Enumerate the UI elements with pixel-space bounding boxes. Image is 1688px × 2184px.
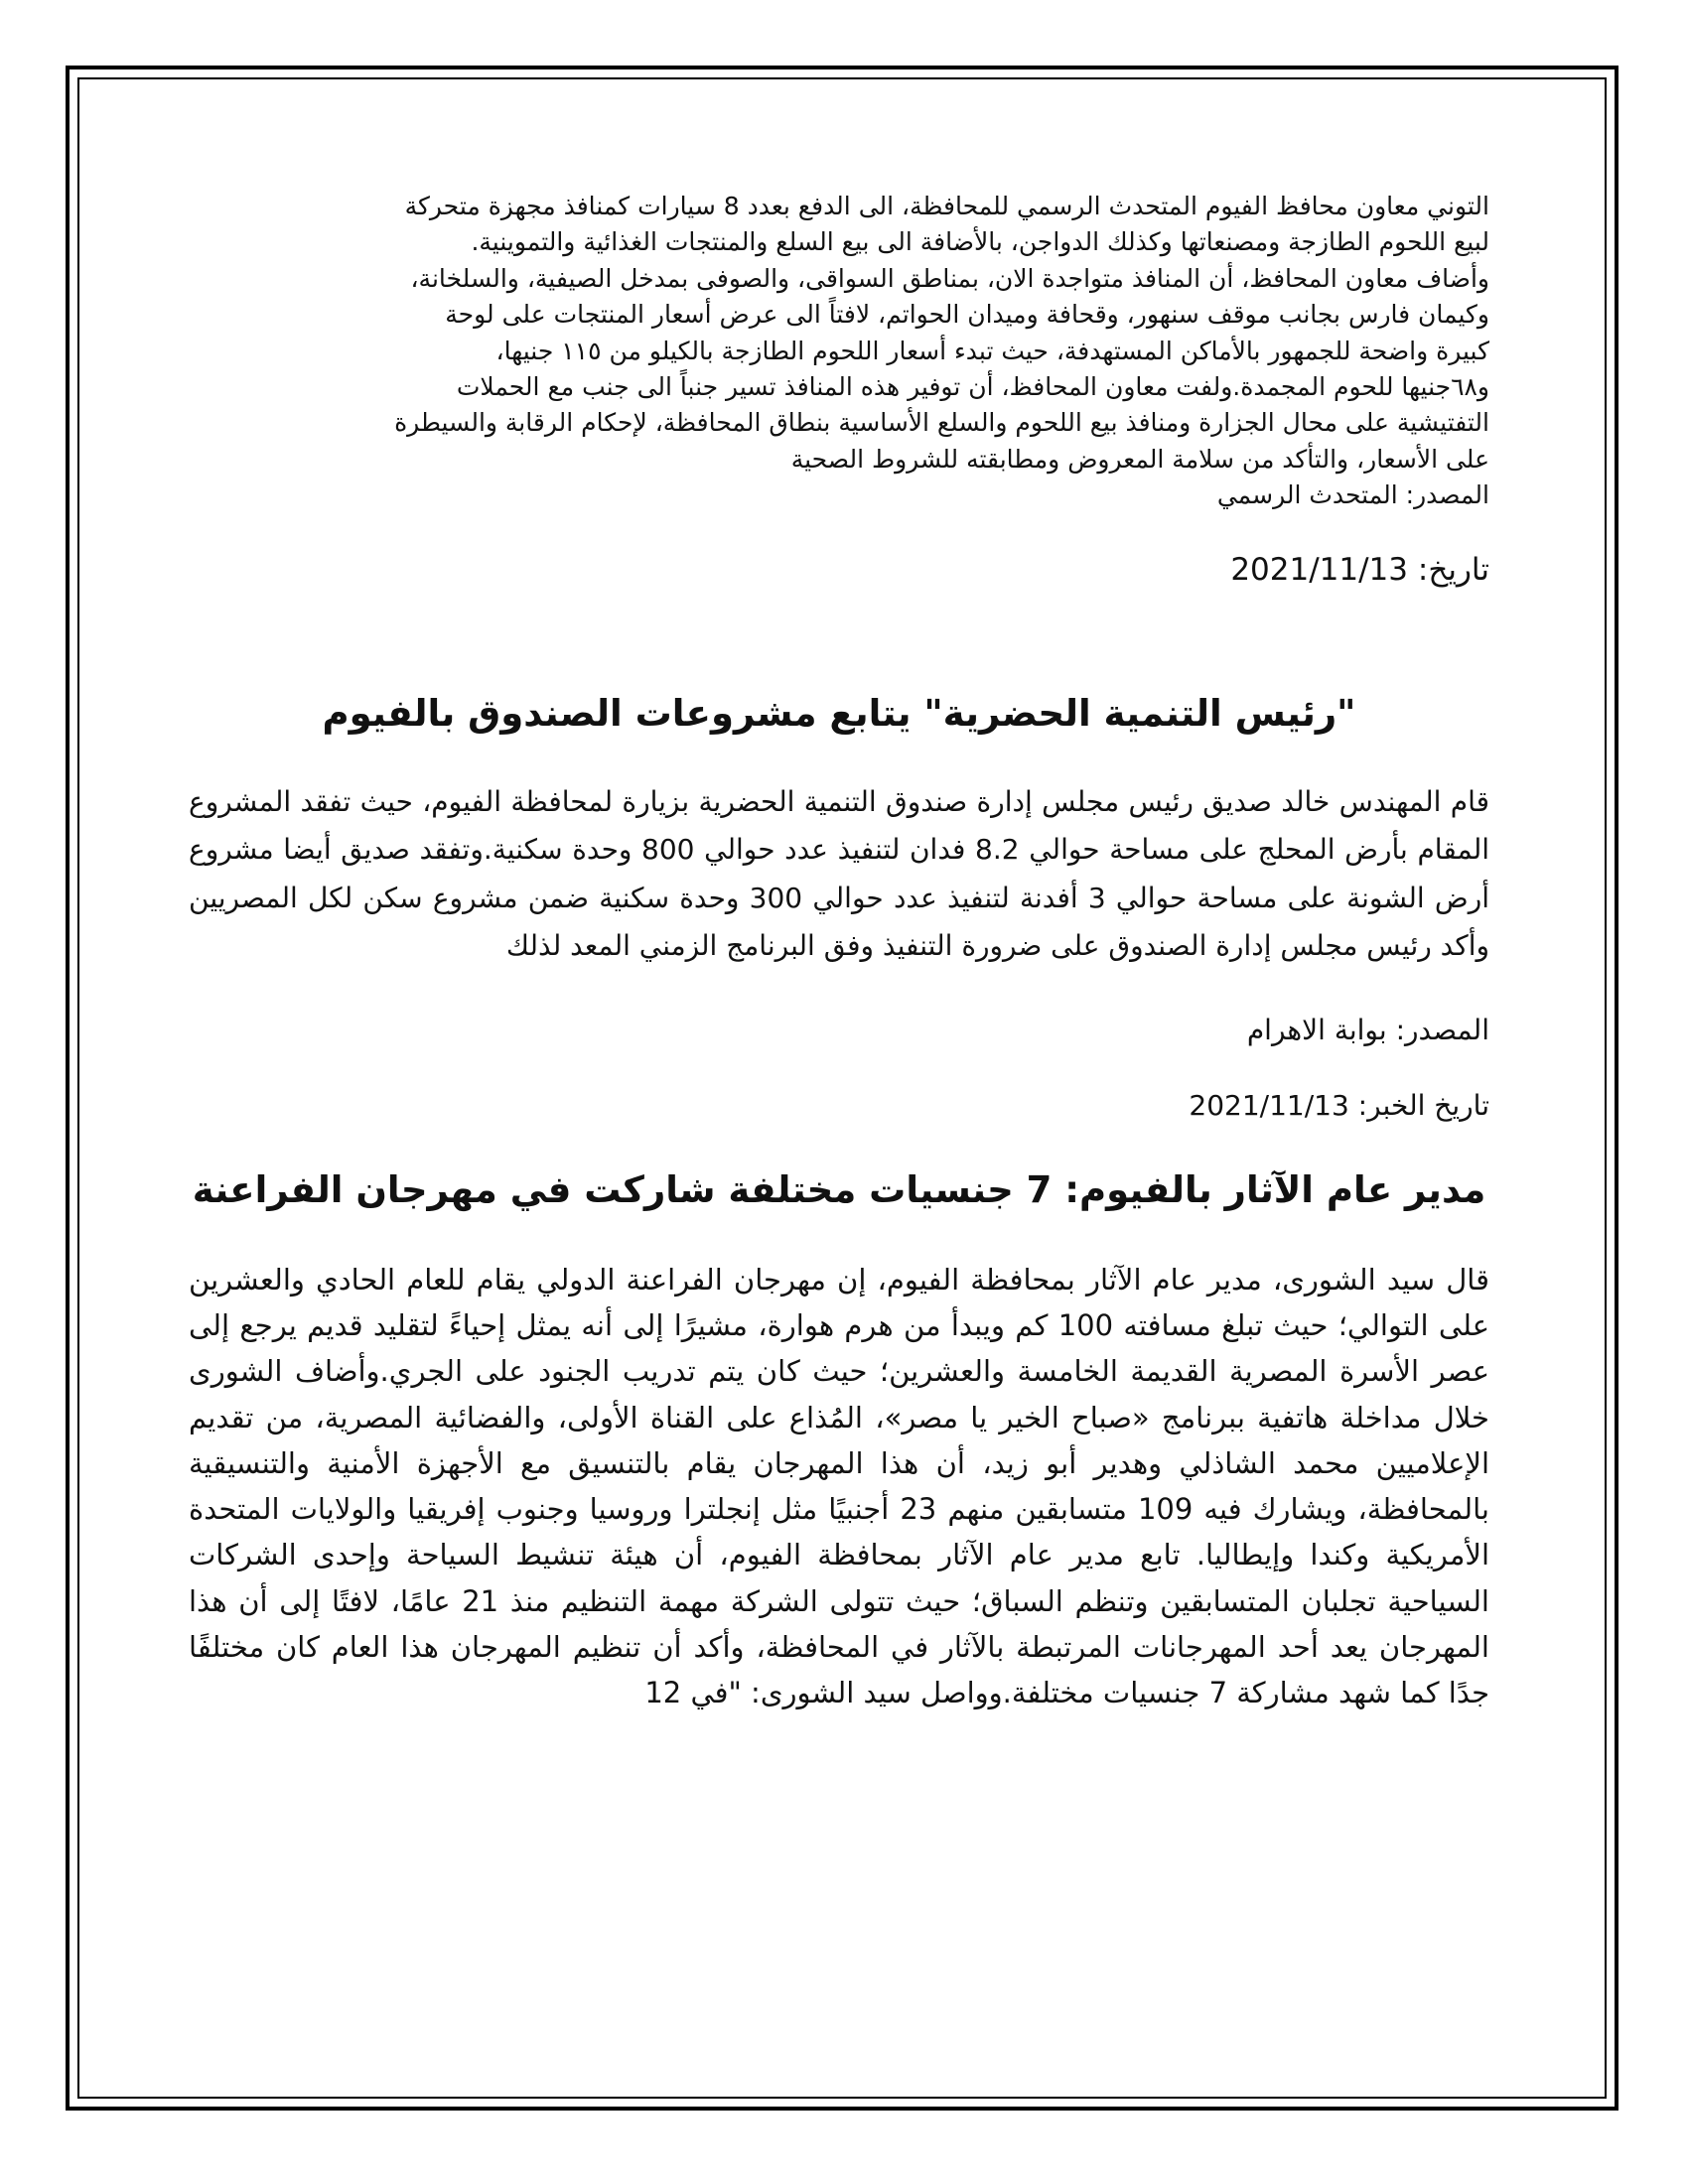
article2-date: تاريخ الخبر: 2021/11/13 (1189, 1088, 1489, 1122)
article1-line: على الأسعار، والتأكد من سلامة المعروض ومطابقته للشروط الصحية (790, 444, 1489, 474)
article2-source: المصدر: بوابة الاهرام (1246, 1013, 1489, 1046)
article1-line: كبيرة واضحة للجمهور بالأماكن المستهدفة، حيث تبدء أسعار اللحوم الطازجة بالكيلو من ١١٥ جنيها، (495, 336, 1489, 365)
article3-title: مدير عام الآثار بالفيوم: 7 جنسيات مختلفة شاركت في مهرجان الفراعنة (192, 1167, 1486, 1211)
article1-line: وأضاف معاون المحافظ، أن المنافذ متواجدة الان، بمناطق السواقى، والصوفى بمدخل الصيفية، والسلخانة، (410, 263, 1489, 293)
article1-line: التوني معاون محافظ الفيوم المتحدث الرسمي للمحافظة، الى الدفع بعدد 8 سيارات كمنافذ مجهزة متحركة (404, 192, 1489, 220)
article2-body: قام المهندس خالد صديق رئيس مجلس إدارة صندوق التنمية الحضرية بزيارة لمحافظة الفيوم، حيث تفقد المشروع المقام بأرض المحلج على مساحة حوالي 8.2 فدان لتنفيذ عدد حوالي 800 وحدة سكنية.وتفقد صديق أيضا مشروع أرض الشونة على مساحة حوالي 3 أفدنة لتنفيذ عدد حوالي 300 وحدة سكنية ضمن مشروع سكن لكل المصريين وأكد رئيس مجلس إدارة الصندوق على ضرورة التنفيذ وفق البرنامج الزمني المعد لذلك (189, 784, 1490, 963)
article1-line: لبيع اللحوم الطازجة ومصنعاتها وكذلك الدواجن، بالأضافة الى بيع السلع والمنتجات الغذائية والتموينية. (471, 227, 1489, 257)
article1-line: التفتيشية على محال الجزارة ومنافذ بيع اللحوم والسلع الأساسية بنطاق المحافظة، لإحكام الرقابة والسيطرة (394, 408, 1489, 438)
article1-date: تاريخ: 2021/11/13 (1230, 551, 1489, 588)
article3-body: قال سيد الشورى، مدير عام الآثار بمحافظة الفيوم، إن مهرجان الفراعنة الدولي يقام للعام الحادي والعشرين على التوالي؛ حيث تبلغ مسافته 100 كم ويبدأ من هرم هوارة، مشيرًا إلى أنه يمثل إحياءً لتقليد قديم يرجع إلى عصر الأسرة المصرية القديمة الخامسة والعشرين؛ حيث كان يتم تدريب الجنود على الجري.وأضاف الشورى خلال مداخلة هاتفية ببرنامج «صباح الخير يا مصر»، المُذاع على القناة الأولى، والفضائية المصرية، من تقديم الإعلاميين محمد الشاذلي وهدير أبو زيد، أن هذا المهرجان يقام بالتنسيق مع الأجهزة الأمنية والتنسيقية بالمحافظة، ويشارك فيه 109 متسابقين منهم 23 أجنبيًا مثل إنجلترا وروسيا وجنوب إفريقيا والولايات المتحدة الأمريكية وكندا وإيطاليا. تابع مدير عام الآثار بمحافظة الفيوم، أن هيئة تنشيط السياحة وإحدى الشركات السياحية تجلبان المتسابقين وتنظم السباق؛ حيث تتولى الشركة مهمة التنظيم منذ 21 عامًا، لافتًا إلى أن هذا المهرجان يعد أحد المهرجانات المرتبطة بالآثار في المحافظة، وأكد أن تنظيم المهرجان هذا العام كان مختلفًا جدًا كما شهد مشاركة 7 جنسيات مختلفة.وواصل سيد الشورى: "في 12 (189, 1262, 1489, 1710)
article1-source: المصدر: المتحدث الرسمي (1216, 480, 1489, 510)
article2-title: "رئيس التنمية الحضرية" يتابع مشروعات الصندوق بالفيوم (322, 691, 1356, 735)
document-page (189, 189, 1489, 1716)
article1-body (189, 189, 1489, 514)
article1-line: وكيمان فارس بجانب موقف سنهور، وقحافة وميدان الحواتم، لافتاً الى عرض أسعار المنتجات على لوحة (445, 300, 1489, 330)
article1-line: و٦٨جنيها للحوم المجمدة.ولفت معاون المحافظ، أن توفير هذه المنافذ تسير جنباً الى جنب مع الحملات (456, 372, 1489, 402)
